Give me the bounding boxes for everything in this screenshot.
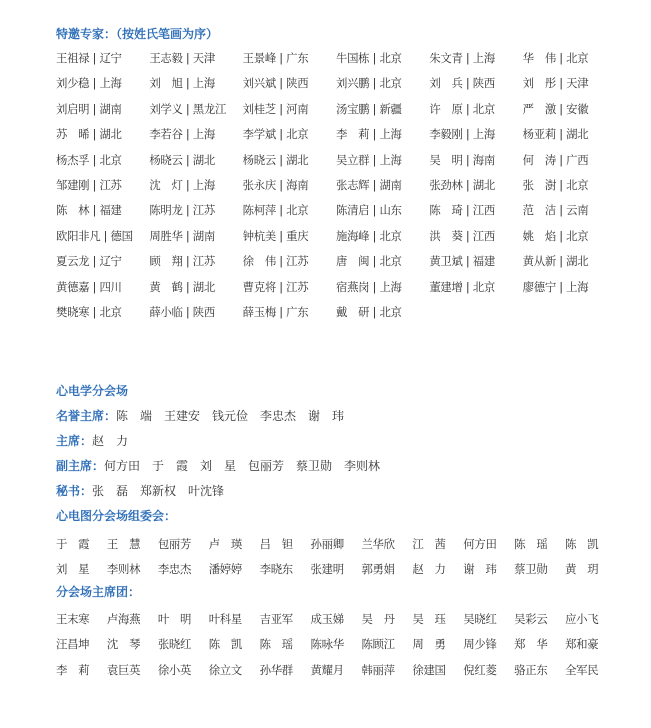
presidium-title: 分会场主席团： [56, 585, 141, 599]
expert-entry: 黄德嘉 | 四川 [56, 279, 122, 294]
expert-entry: 许 原 | 北京 [429, 101, 495, 116]
expert-entry: 钟杭美 | 重庆 [242, 228, 309, 243]
experts-title: 特邀专家：（按姓氏笔画为序） [56, 27, 219, 41]
committee-member: 潘婷婷 [208, 562, 242, 577]
presidium-member: 卢海燕 [106, 612, 141, 626]
expert-entry: 李若谷 | 上海 [149, 127, 215, 142]
expert-entry: 华 伟 | 北京 [522, 51, 589, 65]
committee-member: 何方田 [463, 537, 497, 551]
expert-entry: 张 澍 | 北京 [522, 177, 589, 192]
expert-entry: 夏云龙 | 辽宁 [56, 254, 122, 269]
expert-entry: 薛小临 | 陕西 [149, 304, 215, 319]
presidium-member: 王末寒 [56, 612, 90, 626]
expert-entry: 张劲林 | 湖北 [429, 177, 495, 192]
expert-entry: 汤宝鹏 | 新疆 [336, 101, 402, 116]
expert-entry: 洪 葵 | 江西 [429, 228, 495, 243]
expert-entry: 吴立群 | 上海 [336, 152, 402, 167]
presidium-member: 徐立文 [208, 662, 242, 677]
presidium-member: 黄耀月 [310, 662, 344, 677]
expert-entry: 刘兴斌 | 陕西 [242, 76, 309, 91]
committee-member: 包丽芳 [157, 537, 192, 551]
presidium-member: 成玉娣 [310, 612, 344, 626]
chair-label: 主席： [56, 434, 93, 448]
expert-entry: 刘 旭 | 上海 [149, 76, 215, 91]
expert-entry: 廖德宁 | 上海 [522, 279, 589, 294]
presidium-member: 韩丽萍 [361, 662, 395, 677]
vice-chair-names: 何方田 于 霞 刘 星 包丽芳 蔡卫勋 李则林 [104, 459, 381, 473]
committee-member: 兰华欣 [361, 537, 395, 551]
honorary-chair-line [56, 408, 344, 424]
expert-entry: 李 莉 | 上海 [336, 127, 402, 142]
committee-member: 张建明 [310, 562, 344, 577]
expert-entry: 牛国栋 | 北京 [336, 51, 402, 65]
expert-entry: 刘 彤 | 天津 [522, 76, 589, 91]
expert-entry: 朱文青 | 上海 [429, 51, 495, 65]
expert-entry: 杨晓云 | 湖北 [242, 152, 309, 167]
committee-member: 李则林 [106, 562, 141, 577]
presidium-member: 吴 丹 [361, 612, 395, 626]
expert-entry: 严 激 | 安徽 [522, 101, 589, 116]
vice-chair-line [56, 458, 380, 474]
committee-member: 刘 星 [56, 562, 90, 577]
expert-entry: 刘桂芝 | 河南 [242, 101, 309, 116]
committee-member: 黄 玥 [565, 562, 599, 577]
expert-entry: 薛玉梅 | 广东 [242, 304, 309, 319]
committee-member: 郭勇娟 [361, 562, 395, 577]
expert-entry: 陈柯萍 | 北京 [242, 203, 309, 218]
committee-member: 陈 凯 [565, 537, 599, 551]
expert-entry: 杨晓云 | 湖北 [149, 152, 215, 167]
expert-entry: 顾 翔 | 江苏 [149, 254, 215, 269]
section-title: 心电学分会场 [56, 384, 129, 398]
expert-entry: 陈 琦 | 江西 [429, 203, 495, 218]
presidium-member: 袁巨英 [106, 662, 141, 677]
expert-entry: 陈清启 | 山东 [336, 203, 402, 218]
expert-entry: 黄 鹤 | 湖北 [149, 279, 215, 294]
committee-member: 谢 玮 [463, 562, 497, 577]
expert-entry: 何 涛 | 广西 [522, 152, 589, 167]
presidium-member: 骆正东 [514, 662, 548, 677]
expert-entry: 张志辉 | 湖南 [336, 177, 402, 192]
expert-entry: 吴 明 | 海南 [429, 152, 495, 167]
expert-entry: 邹建刚 | 江苏 [56, 177, 122, 192]
expert-entry: 王志毅 | 天津 [149, 51, 215, 65]
expert-entry: 欧阳非凡 | 德国 [56, 228, 133, 243]
committee-member: 陈 瑶 [514, 537, 548, 551]
committee-member: 于 霞 [56, 537, 90, 551]
expert-entry: 董建增 | 北京 [429, 279, 495, 294]
expert-entry: 施海峰 | 北京 [336, 228, 402, 243]
committee-member: 江 茜 [412, 537, 446, 551]
committee-member: 赵 力 [412, 562, 446, 577]
presidium-member: 吴晓红 [463, 612, 497, 626]
committee-member: 李晓东 [259, 562, 293, 577]
expert-entry: 王景峰 | 广东 [242, 51, 309, 65]
presidium-member: 应小飞 [565, 612, 599, 626]
presidium-member: 郑和豪 [565, 637, 599, 652]
presidium-member: 孙华群 [259, 662, 293, 677]
experts-list [56, 50, 616, 329]
expert-entry: 宿燕岗 | 上海 [336, 279, 402, 294]
chair-line [56, 433, 128, 449]
expert-entry: 黄卫斌 | 福建 [429, 254, 495, 269]
expert-entry: 唐 闽 | 北京 [336, 254, 402, 269]
committee-member: 卢 瑛 [208, 537, 242, 551]
presidium-member: 倪红菱 [463, 662, 497, 677]
presidium-member: 郑 华 [514, 637, 548, 652]
expert-entry: 周胜华 | 湖南 [149, 228, 215, 243]
expert-entry: 范 洁 | 云南 [522, 203, 589, 218]
expert-entry: 刘兴鹏 | 北京 [336, 76, 402, 91]
committee-member: 吕 钽 [259, 537, 293, 551]
expert-entry: 樊晓寒 | 北京 [56, 304, 122, 319]
committee-list [56, 536, 616, 587]
committee-title: 心电图分会场组委会： [56, 509, 177, 523]
expert-entry: 王祖禄 | 辽宁 [56, 51, 122, 65]
presidium-member: 吴彩云 [514, 612, 548, 626]
honorary-chair-names: 陈 端 王建安 钱元俭 李忠杰 谢 玮 [116, 409, 345, 423]
expert-entry: 刘少稳 | 上海 [56, 76, 122, 91]
secretary-line [56, 483, 224, 499]
presidium-member: 全军民 [565, 662, 599, 677]
expert-entry: 张永庆 | 海南 [242, 177, 309, 192]
presidium-member: 周 勇 [412, 637, 446, 652]
expert-entry: 沈 灯 | 上海 [149, 177, 215, 192]
committee-member: 蔡卫勋 [514, 562, 548, 577]
vice-chair-label: 副主席： [56, 459, 105, 473]
presidium-member: 徐小英 [157, 662, 192, 677]
honorary-chair-label: 名誉主席： [56, 409, 117, 423]
presidium-member: 叶科星 [208, 612, 242, 626]
presidium-member: 汪昌坤 [56, 637, 90, 652]
presidium-member: 陈 瑶 [259, 637, 293, 652]
expert-entry: 杨杰孚 | 北京 [56, 152, 122, 167]
expert-entry: 戴 研 | 北京 [336, 304, 402, 319]
expert-entry: 刘 兵 | 陕西 [429, 76, 495, 91]
expert-entry: 苏 晞 | 湖北 [56, 127, 122, 142]
expert-entry: 姚 焰 | 北京 [522, 228, 589, 243]
expert-entry: 曹克将 | 江苏 [242, 279, 309, 294]
presidium-member: 吴 珏 [412, 612, 446, 626]
expert-entry: 黄从新 | 湖北 [522, 254, 589, 269]
secretary-label: 秘书： [56, 484, 93, 498]
chair-names: 赵 力 [92, 434, 129, 448]
expert-entry: 李毅刚 | 上海 [429, 127, 495, 142]
committee-member: 王 慧 [106, 537, 141, 551]
expert-entry: 刘学义 | 黑龙江 [149, 101, 227, 116]
presidium-member: 陈咏华 [310, 637, 344, 652]
committee-member: 李忠杰 [157, 562, 192, 577]
presidium-member: 陈顾江 [361, 637, 395, 652]
secretary-names: 张 磊 郑新权 叶沈锋 [92, 484, 225, 498]
presidium-list [56, 611, 616, 687]
expert-entry: 陈 林 | 福建 [56, 203, 122, 218]
presidium-member: 周少锋 [463, 637, 497, 652]
expert-entry: 李学斌 | 北京 [242, 127, 309, 142]
expert-entry: 杨亚莉 | 湖北 [522, 127, 589, 142]
presidium-member: 徐建国 [412, 662, 446, 677]
expert-entry: 陈明龙 | 江苏 [149, 203, 215, 218]
presidium-member: 吉亚军 [259, 612, 293, 626]
committee-member: 孙丽卿 [310, 537, 344, 551]
presidium-member: 张晓红 [157, 637, 192, 652]
expert-entry: 刘启明 | 湖南 [56, 101, 122, 116]
expert-entry: 徐 伟 | 江苏 [242, 254, 309, 269]
presidium-member: 沈 琴 [106, 637, 141, 652]
presidium-member: 李 莉 [56, 662, 90, 677]
presidium-member: 陈 凯 [208, 637, 242, 652]
presidium-member: 叶 明 [157, 612, 192, 626]
